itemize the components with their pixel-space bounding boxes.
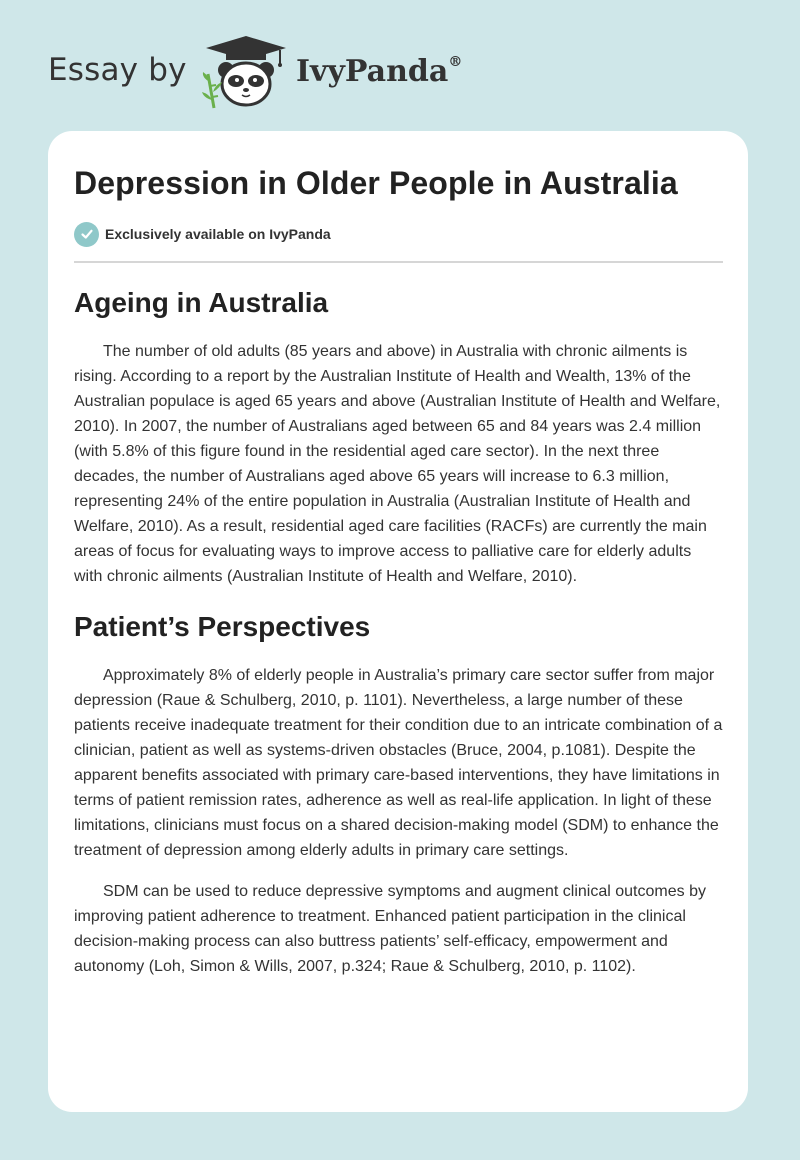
page-title: Depression in Older People in Australia [74, 165, 678, 201]
check-circle-icon [74, 222, 99, 247]
brand-text: IvyPanda [296, 54, 449, 89]
exclusive-badge [74, 221, 331, 247]
section-heading: Patient’s Perspectives [74, 611, 371, 642]
panda-logo-icon[interactable] [200, 34, 292, 110]
paragraph: The number of old adults (85 years and above) in Australia with chronic ailments is rising. According to a report by the Australian Institute of Health and Wealth, 13% of the Australian populace is aged 65 years and above (Australian Institute of Health and Welfare, 2010). In 2007, the number of Australians aged between 65 and 84 years was 2.4 million (with 5.8% of this figure found in the residential aged care sector). In the next three decades, the number of Australians aged above 65 years will increase to 6.3 million, representing 24% of the entire population in Australia (Australian Institute of Health and Welfare, 2010). As a result, residential aged care facilities (RACFs) are currently the main areas of focus for evaluating ways to improve access to palliative care for elderly adults with chronic ailments (Australian Institute of Health and Welfare, 2010). [74, 343, 721, 585]
article-card [48, 131, 748, 1112]
site-header [48, 34, 528, 110]
title-divider [74, 261, 723, 263]
brand-name[interactable] [296, 54, 462, 89]
article-body [74, 281, 724, 995]
badge-label: Exclusively available on IvyPanda [105, 226, 331, 242]
section-patients-perspectives [74, 605, 724, 979]
section-heading: Ageing in Australia [74, 287, 329, 318]
paragraph: Approximately 8% of elderly people in Australia’s primary care sector suffer from major depression (Raue & Schulberg, 2010, p. 1101). Nevertheless, a large number of these patients receive inadequate treatment for their condition due to an intricate combination of a clinician, patient as well as systems-driven obstacles (Bruce, 2004, p.1081). Despite the apparent benefits associated with primary care-based interventions, they have limitations in terms of patient remission rates, adherence as well as real-life application. In light of these limitations, clinicians must focus on a shared decision-making model (SDM) to enhance the treatment of depression among elderly adults in primary care settings. [74, 667, 723, 859]
registered-mark: ® [448, 54, 463, 70]
section-ageing-in-australia [74, 281, 724, 589]
paragraph: SDM can be used to reduce depressive symptoms and augment clinical outcomes by improving patient adherence to treatment. Enhanced patient participation in the clinical decision-making process can also buttress patients’ self-efficacy, empowerment and autonomy (Loh, Simon & Wills, 2007, p.324; Raue & Schulberg, 2010, p. 1102). [74, 883, 706, 975]
essay-by-label: Essay by [48, 52, 187, 88]
